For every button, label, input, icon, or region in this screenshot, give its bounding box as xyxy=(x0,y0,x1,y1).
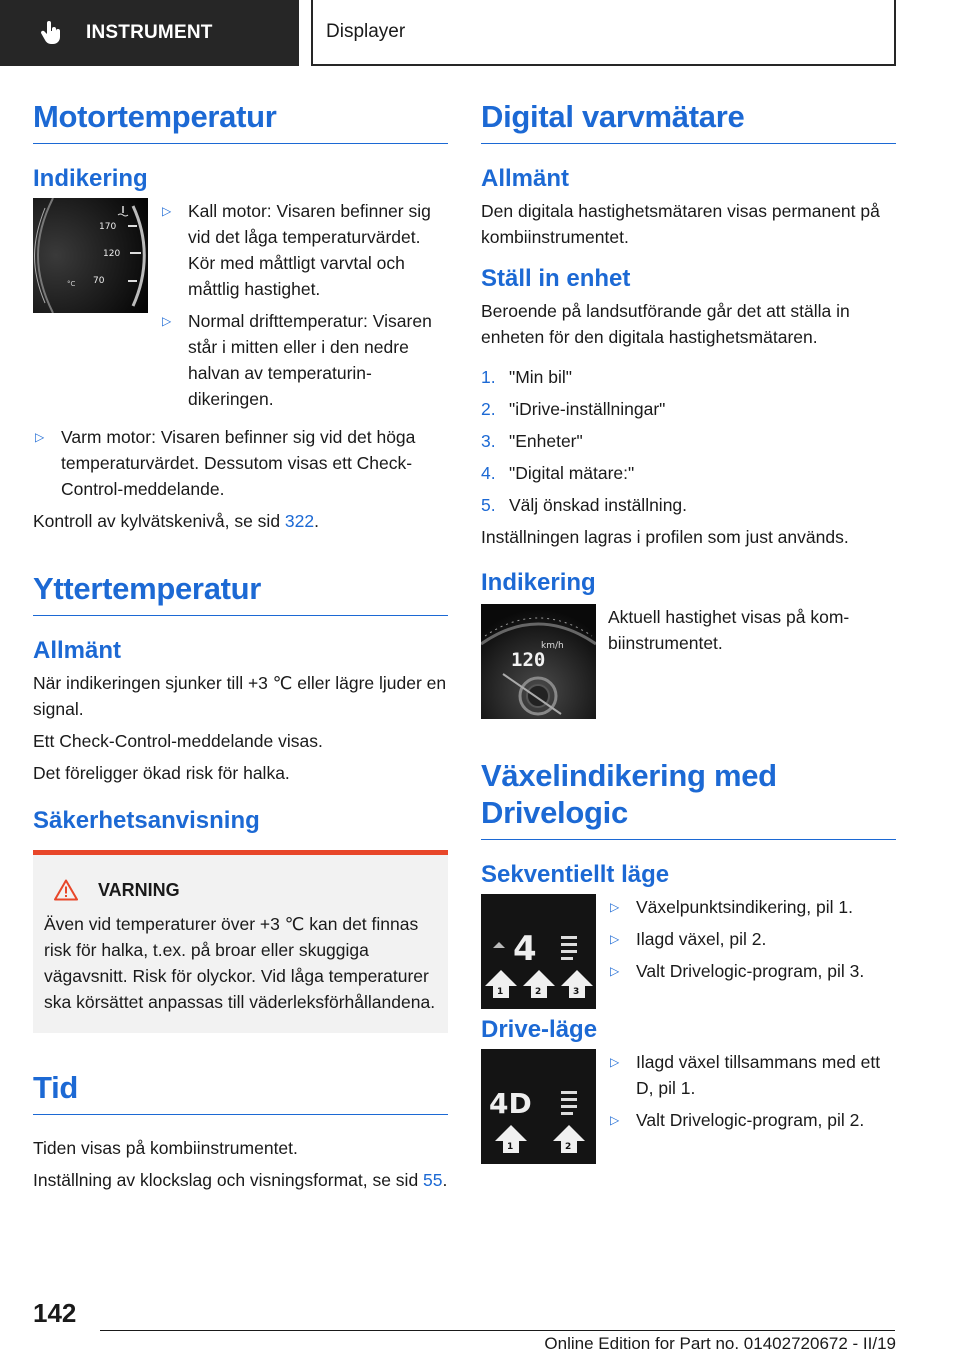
warning-text: Även vid temperaturer över +3 ℃ kan det finnas risk för halka, t.ex. på broar eller skuggiga vägavsnitt. Risk för olyckor. Vid låga temperaturer ska körsättet anpassas till väderleksförhållandena. xyxy=(44,914,436,1012)
sequential-gear-image xyxy=(481,894,596,1009)
tid-heading: Tid xyxy=(33,1069,448,1115)
drive-gear-image xyxy=(481,1049,596,1164)
sequential-bullets xyxy=(608,894,896,1009)
page-link-55[interactable]: 55 xyxy=(423,1170,443,1190)
stall-in-enhet-heading: Ställ in enhet xyxy=(481,265,631,292)
ytter-paragraph-1: När indikeringen sjunker till +3 ℃ eller lägre ljuder en signal. xyxy=(33,673,447,719)
speed-description: Aktuell hastighet visas på kombiinstrumentet. xyxy=(608,607,850,653)
gauge-label-170: 170 xyxy=(99,222,117,232)
page-link-322[interactable]: 322 xyxy=(284,511,315,531)
tid-paragraph-1: Tiden visas på kombiinstrumentet. xyxy=(33,1138,298,1158)
warning-box xyxy=(33,850,448,1033)
digital-varvmatare-heading: Digital varvmätare xyxy=(481,98,896,144)
yttertemperatur-heading: Yttertemperatur xyxy=(33,570,448,616)
gauge-label-70: 70 xyxy=(93,276,105,286)
digital-speedometer-image xyxy=(481,604,596,719)
right-column xyxy=(481,98,896,1170)
sequential-figure-row xyxy=(481,894,896,1009)
list-item: ▷ Normal drifttemperatur: Visaren står i mitten eller i den nedre halvan av temperaturindikeringen. xyxy=(160,308,448,412)
kontroll-paragraph: Kontroll av kylvätskenivå, se sid 322. xyxy=(33,511,319,531)
warning-triangle-icon xyxy=(54,879,78,901)
gauge-label-unit: °C xyxy=(67,280,76,288)
svg-text:2: 2 xyxy=(535,987,542,997)
sequential-gear-label: 4 xyxy=(513,929,537,969)
list-item: ▷ Varm motor: Visaren befinner sig vid det höga temperaturvärdet. Dessutom visas ett Check-Control-meddelande. xyxy=(33,424,448,502)
list-item: ▷ Kall motor: Visaren befinner sig vid det låga temperaturvärdet. Kör med måttligt varvtal och måttlig hastighet. xyxy=(160,198,448,302)
subsection-tab xyxy=(311,0,896,66)
speed-figure-row xyxy=(481,604,896,719)
allmant-heading: Allmänt xyxy=(33,637,122,664)
speed-value-label: 120 xyxy=(511,649,546,671)
triangle-bullet-icon: ▷ xyxy=(610,1113,620,1127)
list-item: ▷ Ilagd växel tillsammans med ett D, pil 1. xyxy=(608,1049,896,1101)
svg-text:2: 2 xyxy=(565,1142,572,1152)
section-tab xyxy=(0,0,299,66)
speed-unit-label: km/h xyxy=(541,641,564,651)
sekventiellt-heading: Sekventiellt läge xyxy=(481,861,670,888)
subsection-title: Displayer xyxy=(326,21,406,42)
footer-divider xyxy=(100,1330,895,1331)
ytter-paragraph-2: Ett Check-Control-meddelande visas. xyxy=(33,731,323,751)
section-title: INSTRUMENT xyxy=(86,22,213,43)
temperature-bullets xyxy=(160,198,448,418)
list-item: 2. "iDrive-inställningar" xyxy=(481,399,666,419)
svg-text:1: 1 xyxy=(497,987,504,997)
gauge-label-120: 120 xyxy=(103,249,121,259)
sakerhet-heading: Säkerhetsanvisning xyxy=(33,807,260,834)
saved-paragraph: Inställningen lagras i profilen som just används. xyxy=(481,527,849,547)
list-item: ▷ Valt Drivelogic-program, pil 2. xyxy=(608,1107,896,1133)
drive-gear-label: 4D xyxy=(489,1087,532,1120)
left-column xyxy=(33,98,448,1199)
triangle-bullet-icon: ▷ xyxy=(162,314,172,328)
ytter-paragraph-3: Det föreligger ökad risk för halka. xyxy=(33,763,290,783)
svg-text:3: 3 xyxy=(573,987,580,997)
drive-lage-heading: Drive-läge xyxy=(481,1016,598,1043)
edition-footer: Online Edition for Part no. 01402720672 - II/19 xyxy=(544,1334,896,1353)
warning-title: VARNING xyxy=(44,879,436,901)
triangle-bullet-icon: ▷ xyxy=(610,1055,620,1069)
page-number: 142 xyxy=(33,1298,77,1328)
list-item: 4. "Digital mätare:" xyxy=(481,463,635,483)
drive-bullets xyxy=(608,1049,896,1164)
list-item: 1. "Min bil" xyxy=(481,367,572,387)
indikering-heading: Indikering xyxy=(33,165,148,192)
temperature-figure-row xyxy=(33,198,448,418)
hand-pointer-icon xyxy=(38,20,64,46)
triangle-bullet-icon: ▷ xyxy=(162,204,172,218)
triangle-bullet-icon: ▷ xyxy=(610,964,620,978)
allmant-paragraph: Den digitala hastighetsmätaren visas permanent på kombiinstrumentet. xyxy=(481,201,880,247)
temperature-gauge-image xyxy=(33,198,148,313)
list-item: ▷ Ilagd växel, pil 2. xyxy=(608,926,896,952)
svg-text:1: 1 xyxy=(507,1142,514,1152)
indikering-heading-right: Indikering xyxy=(481,569,596,596)
tid-paragraph-2: Inställning av klockslag och visningsformat, se sid 55. xyxy=(33,1170,448,1190)
vaxelindikering-heading: Växelindikering med Drivelogic xyxy=(481,757,896,840)
drive-figure-row xyxy=(481,1049,896,1164)
list-item: ▷ Växelpunktsindikering, pil 1. xyxy=(608,894,896,920)
list-item: 5. Välj önskad inställning. xyxy=(481,495,688,515)
triangle-bullet-icon: ▷ xyxy=(610,932,620,946)
allmant-heading-right: Allmänt xyxy=(481,165,570,192)
stall-paragraph: Beroende på landsutförande går det att ställa in enheten för den digitala hastighetsmätaren. xyxy=(481,301,850,347)
motortemperatur-heading: Motortemperatur xyxy=(33,98,448,144)
list-item: ▷ Valt Drivelogic-program, pil 3. xyxy=(608,958,896,984)
triangle-bullet-icon: ▷ xyxy=(610,900,620,914)
triangle-bullet-icon: ▷ xyxy=(35,430,45,444)
list-item: 3. "Enheter" xyxy=(481,431,583,451)
